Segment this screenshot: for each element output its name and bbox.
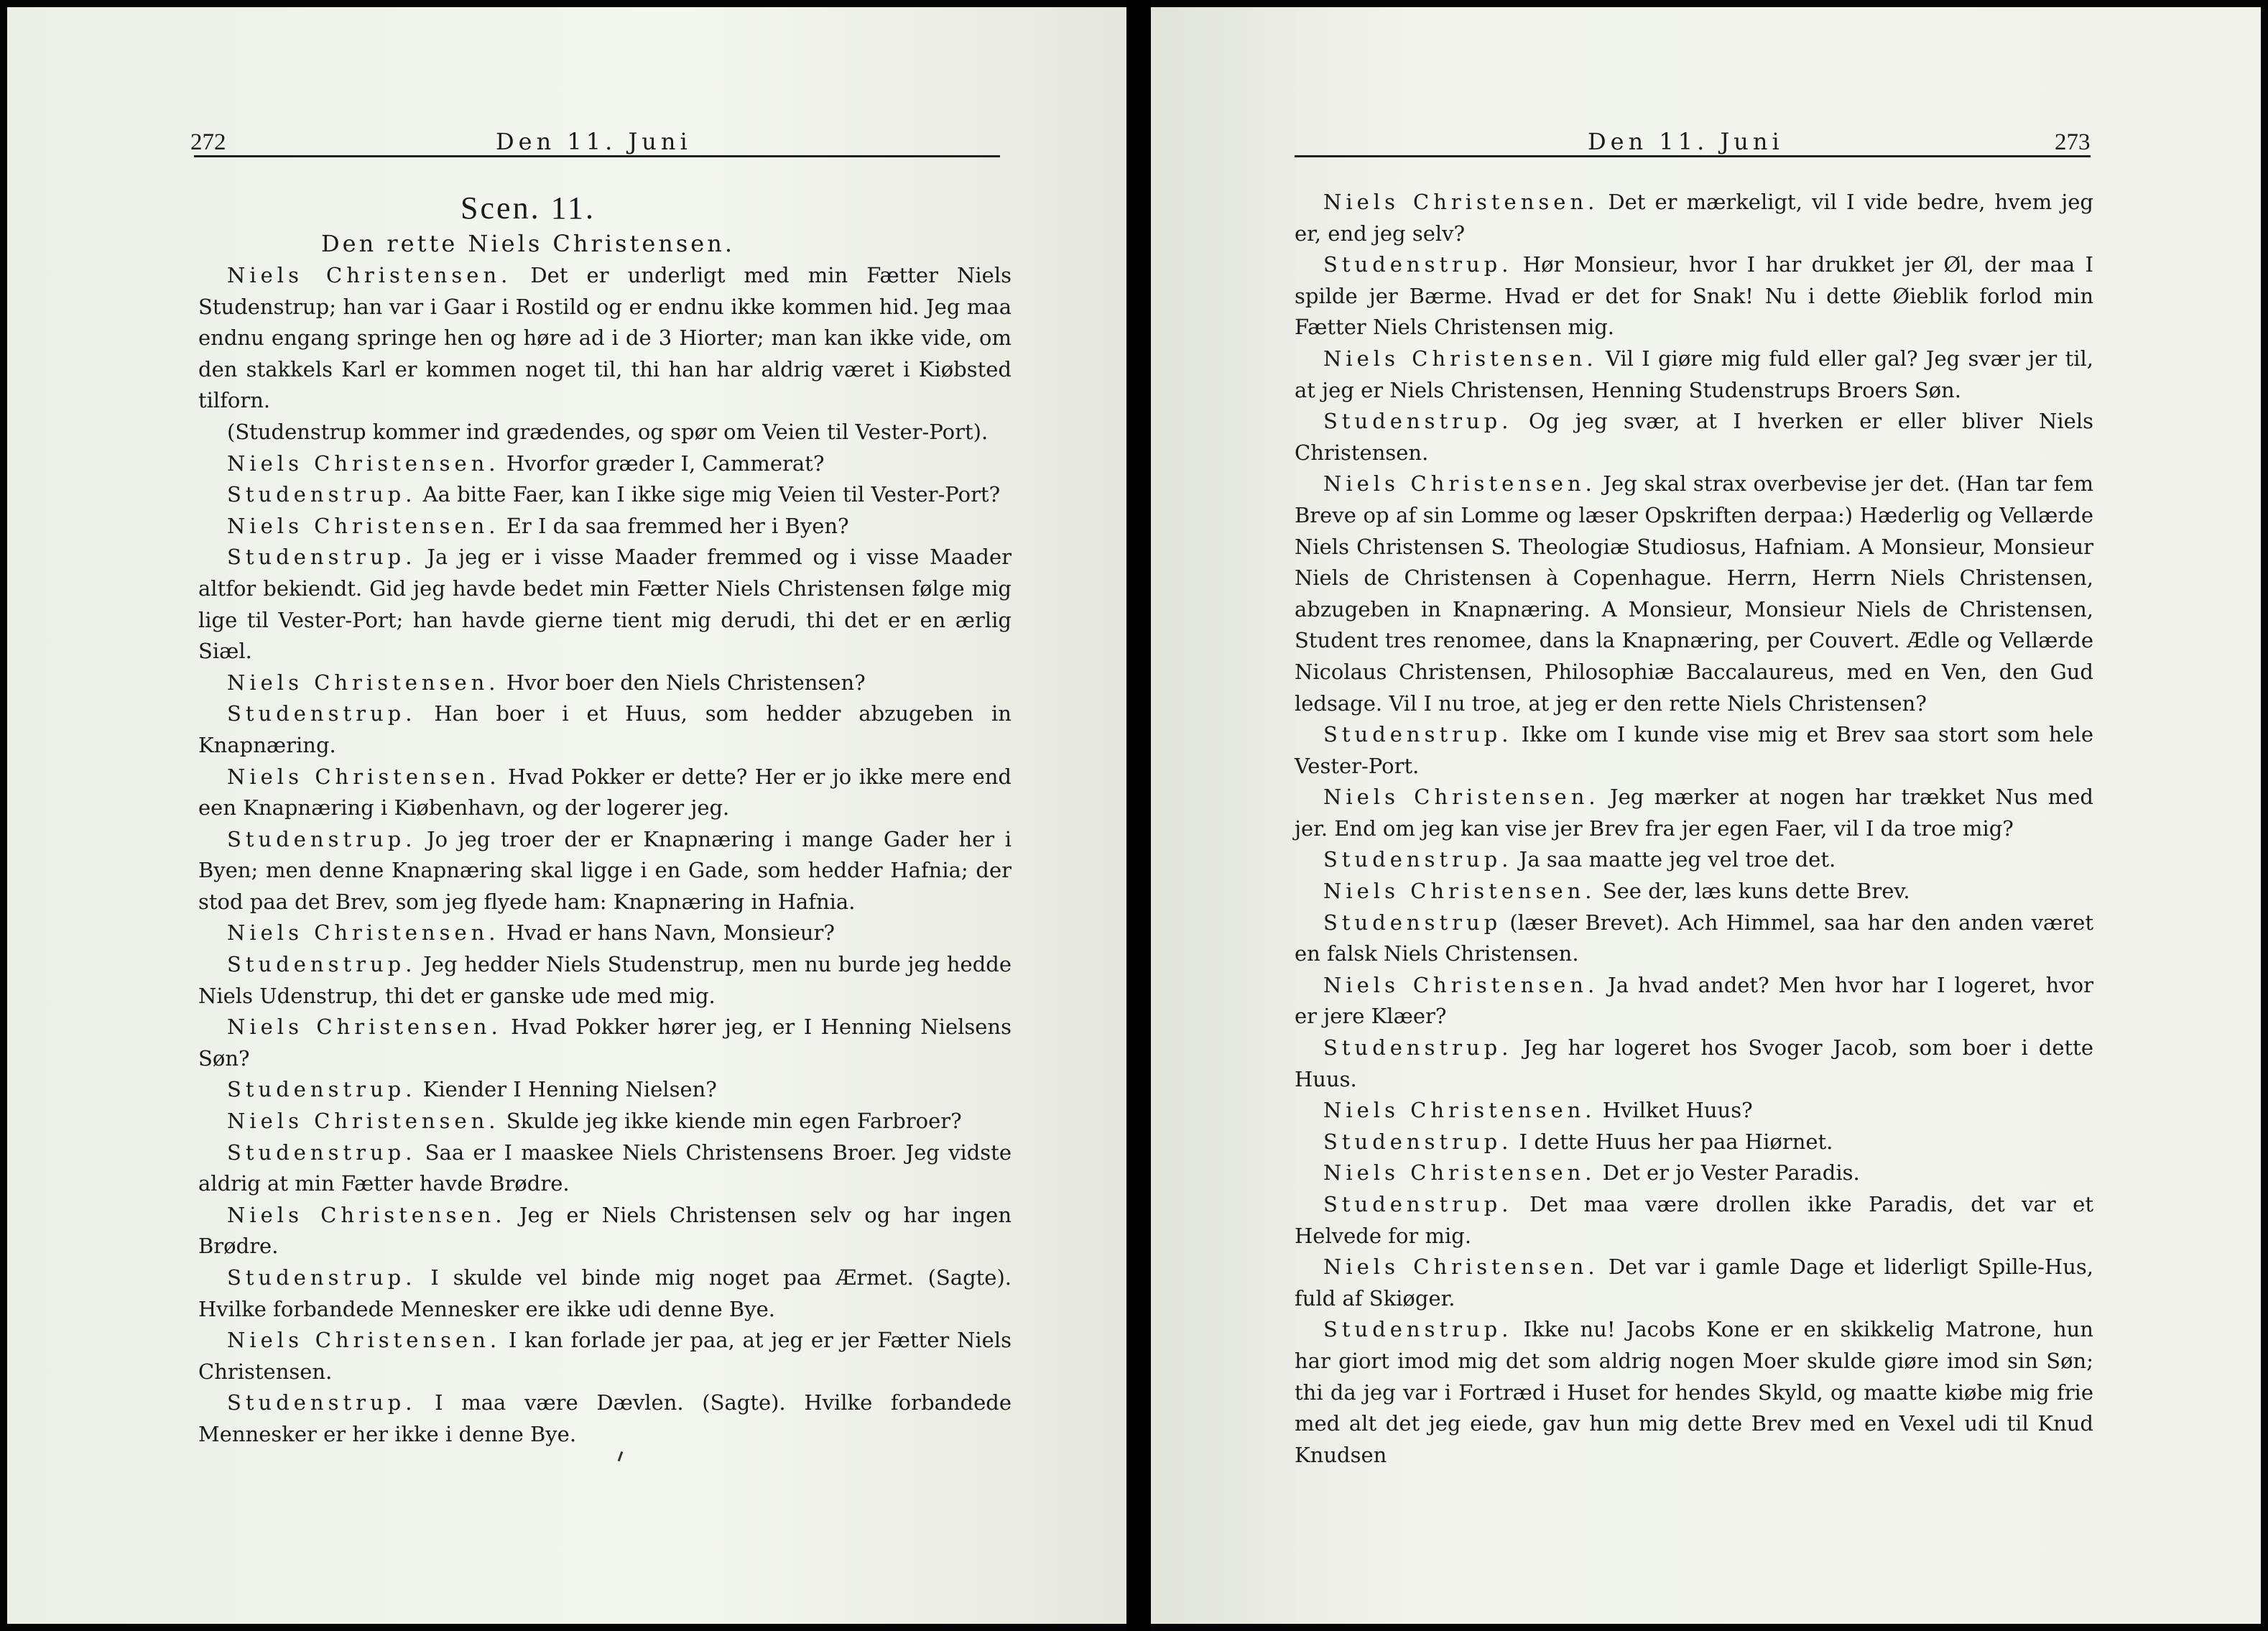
dialogue-paragraph (198, 542, 1012, 667)
dialogue-paragraph (1295, 1252, 2093, 1314)
dialogue-text: Ikke nu! Jacobs Kone er en skikkelig Matrone, hun har giort imod mig det som aldrig nogen Moer skulde giøre imod sin Søn; thi da jeg var i Fortræd i Huset for hendes Skyld, og maatte kiøbe mig frie med alt det jeg eiede, gav hun mig dette Brev med en Vexel udi til Knud Knudsen (1295, 1317, 2093, 1467)
speaker-name: Studenstrup. (1323, 847, 1513, 872)
dialogue-text: Ja saa maatte jeg vel troe det. (1512, 847, 1836, 872)
speaker-name: Studenstrup. (227, 1077, 417, 1102)
speaker-name: Niels Christensen. (1323, 190, 1599, 214)
speaker-name: Niels Christensen. (227, 1202, 506, 1227)
speaker-name: Niels Christensen. (1323, 1098, 1596, 1123)
running-title: Den 11. Juni (496, 128, 692, 155)
dialogue-text: Skulde jeg ikke kiende min egen Farbroer? (499, 1109, 962, 1134)
dialogue-paragraph (1295, 343, 2093, 406)
dialogue-text: Det er underligt med min Fætter Niels Studenstrup; han var i Gaar i Rostild og er endnu ikke kommen hid. Jeg maa endnu engang springe hen og høre ad i de 3 Hiorter; man kan ikke vide, om den stakkels Karl er kommen noget til, thi han har aldrig været i Kiøbsted tilforn. (198, 263, 1012, 413)
dialogue-text: Hvor boer den Niels Christensen? (499, 670, 866, 695)
speaker-name: Studenstrup. (227, 545, 417, 570)
dialogue-paragraph (1295, 187, 2093, 249)
dialogue-paragraph (1295, 719, 2093, 782)
dialogue-text: Hør Monsieur, hvor I har drukket jer Øl, der maa I spilde jer Bærme. Hvad er det for Snak! Nu i dette Øieblik forlod min Fætter Niels Christensen mig. (1295, 252, 2093, 340)
dialogue-text: Kiender I Henning Nielsen? (416, 1077, 717, 1102)
page-number: 273 (2055, 129, 2091, 155)
dialogue-paragraph (198, 1106, 1012, 1137)
dialogue-text: Hvilket Huus? (1596, 1098, 1753, 1123)
dialogue-text: Aa bitte Faer, kan I ikke sige mig Veien til Vester-Port? (416, 482, 1001, 507)
dialogue-text: Er I da saa fremmed her i Byen? (499, 513, 849, 538)
dialogue-paragraph (1295, 1189, 2093, 1252)
dialogue-paragraph (198, 1262, 1012, 1325)
dialogue-paragraph (1295, 1158, 2093, 1189)
speaker-name: Studenstrup. (1323, 1317, 1513, 1342)
speaker-name: Niels Christensen. (1323, 1160, 1596, 1186)
speaker-name: Studenstrup. (227, 826, 417, 851)
speaker-name: Studenstrup. (227, 1265, 417, 1290)
dialogue-text: I dette Huus her paa Hiørnet. (1512, 1129, 1833, 1154)
running-head (7, 122, 1126, 165)
dialogue-text: I maa være Dævlen. (Sagte). Hvilke forbandede Mennesker er her ikke i denne Bye. (198, 1390, 1012, 1446)
dialogue-paragraph (198, 667, 1012, 699)
dialogue-paragraph (1295, 1095, 2093, 1127)
dialogue-paragraph (1295, 907, 2093, 970)
speaker-name: Studenstrup. (1323, 1035, 1513, 1061)
speaker-name: Studenstrup. (1323, 1192, 1513, 1216)
speaker-name: Studenstrup. (227, 1390, 417, 1415)
dialogue-paragraph (1295, 1032, 2093, 1095)
speaker-name: Niels Christensen. (227, 764, 501, 789)
header-rule (194, 155, 1000, 157)
page-number: 272 (190, 129, 226, 155)
speaker-name: Niels Christensen. (227, 263, 512, 287)
dialogue-text: Ikke om I kunde vise mig et Brev saa stort som hele Vester-Port. (1295, 722, 2093, 778)
dialogue-text: Jo jeg troer der er Knapnæring i mange Gader her i Byen; men denne Knapnæring skal ligge i en Gade, som hedder Hafnia; der stod paa det Brev, som jeg flyede ham: Knapnæring in Hafnia. (198, 826, 1012, 914)
dialogue-paragraph (1295, 1127, 2093, 1158)
speaker-name: Studenstrup. (1323, 722, 1513, 747)
speaker-name: Niels Christensen. (227, 1328, 501, 1353)
left-page (7, 7, 1126, 1624)
dialogue-paragraph (198, 1325, 1012, 1387)
dialogue-paragraph (198, 479, 1012, 511)
dialogue-text: Jeg hedder Niels Studenstrup, men nu burde jeg hedde Niels Udenstrup, thi det er ganske ude med mig. (198, 952, 1012, 1008)
speaker-name: Niels Christensen. (1323, 972, 1599, 997)
dialogue-text: (Studenstrup kommer ind grædendes, og spør om Veien til Vester-Port). (227, 419, 989, 444)
dialogue-paragraph (1295, 970, 2093, 1032)
header-rule (1295, 155, 2091, 157)
speaker-name: Niels Christensen. (227, 670, 500, 695)
dialogue-paragraph (198, 1074, 1012, 1106)
dialogue-text: Det er mærkeligt, vil I vide bedre, hvem jeg er, end jeg selv? (1295, 190, 2093, 246)
speaker-name: Studenstrup (1323, 910, 1502, 935)
speaker-name: Niels Christensen. (1323, 1255, 1599, 1280)
dialogue-paragraph (198, 448, 1012, 480)
speaker-name: Studenstrup. (227, 952, 417, 977)
dialogue-paragraph (198, 918, 1012, 949)
dialogue-paragraph (1295, 406, 2093, 468)
speaker-name: Niels Christensen. (227, 1109, 500, 1134)
dialogue-text: Hvad Pokker er dette? Her er jo ikke mere end een Knapnæring i Kiøbenhavn, og der logerer jeg. (198, 764, 1012, 821)
dialogue-text: Jeg har logeret hos Svoger Jacob, som boer i dette Huus. (1295, 1035, 2093, 1091)
dialogue-text: Det var i gamle Dage et liderligt Spille-Hus, fuld af Skiøger. (1295, 1255, 2094, 1311)
dialogue-paragraph (1295, 249, 2093, 343)
dialogue-paragraph (198, 824, 1012, 918)
dialogue-text: Jeg mærker at nogen har trækket Nus med jer. End om jeg kan vise jer Brev fra jer egen Faer, vil I da troe mig? (1295, 785, 2093, 841)
speaker-name: Niels Christensen. (1323, 346, 1598, 371)
speaker-name: Studenstrup. (1323, 409, 1513, 434)
dialogue-text: Og jeg svær, at I hverken er eller bliver Niels Christensen. (1295, 409, 2093, 465)
dialogue-paragraph (198, 417, 1012, 448)
speaker-name: Niels Christensen. (1323, 879, 1596, 904)
dialogue-paragraph (1295, 876, 2093, 907)
dialogue-paragraph (1295, 844, 2093, 876)
dialogue-text: (læser Brevet). Ach Himmel, saa har den anden været en falsk Niels Christensen. (1295, 910, 2093, 966)
dialogue-paragraph (198, 762, 1012, 824)
dialogue-paragraph (198, 1200, 1012, 1262)
dialogue-paragraph (1295, 782, 2093, 844)
running-title: Den 11. Juni (1588, 128, 1784, 155)
speaker-name: Studenstrup. (1323, 1129, 1513, 1154)
speaker-name: Studenstrup. (1323, 252, 1513, 277)
speaker-name: Niels Christensen. (227, 920, 500, 946)
dialogue-text: Hvad Pokker hører jeg, er I Henning Nielsens Søn? (198, 1015, 1012, 1071)
dialogue-paragraph (198, 1012, 1012, 1074)
running-head (1151, 122, 2261, 165)
speaker-name: Studenstrup. (227, 701, 417, 726)
right-text-body (1295, 187, 2093, 1471)
dialogue-text: Det maa være drollen ikke Paradis, det var et Helvede for mig. (1295, 1192, 2093, 1248)
scene-subtitle: Den rette Niels Christensen. (320, 230, 736, 257)
speaker-name: Niels Christensen. (227, 513, 500, 538)
dialogue-paragraph (198, 698, 1012, 761)
speaker-name: Niels Christensen. (1323, 785, 1600, 810)
scene-title: Scen. 11. (460, 190, 596, 226)
speaker-name: Studenstrup. (227, 482, 417, 507)
dialogue-text: Jeg skal strax overbevise jer det. (Han tar fem Breve op af sin Lomme og læser Opskriften derpaa:) Hæderlig og Vellærde Niels Christensen S. Theologiæ Studiosus, Hafniam. A Monsieur, Monsieur Niels de Christensen à Copenhague. Herrn, Herrn Niels Christensen, abzugeben in Knapnæring. A Monsieur, Monsieur Niels de Christensen, Student tres renomee, dans la Knapnæring, per Couvert. Ædle og Vellærde Nicolaus Christensen, Philosophiæ Baccalaureus, med en Ven, den Gud ledsage. Vil I nu troe, at jeg er den rette Niels Christensen? (1295, 471, 2094, 716)
left-text-body (198, 260, 1012, 1451)
dialogue-text: Hvorfor græder I, Cammerat? (499, 451, 825, 476)
dialogue-text: Ja jeg er i visse Maader fremmed og i visse Maader altfor bekiendt. Gid jeg havde bedet min Fætter Niels Christensen følge mig lige til Vester-Port; han havde gierne tient mig derudi, thi det er en ærlig Siæl. (198, 545, 1012, 664)
ink-mark (618, 1451, 624, 1461)
dialogue-paragraph (198, 260, 1012, 417)
dialogue-text: Han boer i et Huus, som hedder abzugeben in Knapnæring. (198, 701, 1012, 757)
dialogue-text: Saa er I maaskee Niels Christensens Broer. Jeg vidste aldrig at min Fætter havde Brødre. (198, 1140, 1012, 1196)
dialogue-text: Jeg er Niels Christensen selv og har ingen Brødre. (198, 1202, 1012, 1259)
right-page (1151, 7, 2261, 1624)
dialogue-paragraph (198, 511, 1012, 542)
dialogue-text: I skulde vel binde mig noget paa Ærmet. (Sagte). Hvilke forbandede Mennesker ere ikke udi denne Bye. (198, 1265, 1012, 1321)
dialogue-text: Hvad er hans Navn, Monsieur? (499, 920, 835, 946)
speaker-name: Niels Christensen. (227, 1015, 502, 1040)
dialogue-paragraph (198, 949, 1012, 1012)
dialogue-paragraph (198, 1387, 1012, 1450)
speaker-name: Studenstrup. (227, 1140, 417, 1165)
dialogue-paragraph (1295, 1314, 2093, 1471)
speaker-name: Niels Christensen. (227, 451, 500, 476)
dialogue-text: Vil I giøre mig fuld eller gal? Jeg svær jer til, at jeg er Niels Christensen, Henning Studenstrups Broers Søn. (1295, 346, 2093, 402)
dialogue-paragraph (1295, 468, 2093, 719)
speaker-name: Niels Christensen. (1323, 471, 1596, 496)
dialogue-text: See der, læs kuns dette Brev. (1596, 879, 1910, 904)
book-gutter (1126, 0, 1151, 1631)
dialogue-text: Det er jo Vester Paradis. (1596, 1160, 1860, 1186)
dialogue-paragraph (198, 1137, 1012, 1200)
dialogue-text: I kan forlade jer paa, at jeg er jer Fætter Niels Christensen. (198, 1328, 1012, 1384)
dialogue-text: Ja hvad andet? Men hvor har I logeret, hvor er jere Klæer? (1295, 972, 2093, 1029)
